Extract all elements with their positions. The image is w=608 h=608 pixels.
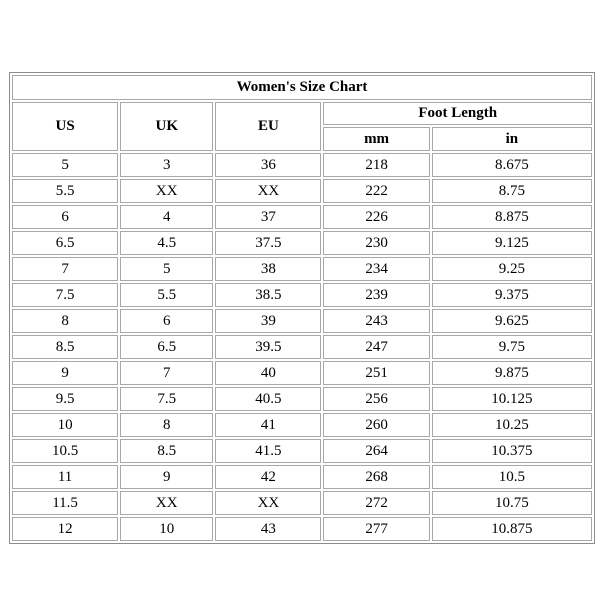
cell-uk: 4.5 <box>120 231 213 255</box>
cell-in: 8.75 <box>432 179 592 203</box>
cell-uk: 7 <box>120 361 213 385</box>
cell-us: 9 <box>12 361 118 385</box>
cell-uk: 8 <box>120 413 213 437</box>
chart-body <box>12 153 592 541</box>
cell-uk: 5.5 <box>120 283 213 307</box>
header-row <box>12 102 592 125</box>
cell-us: 11 <box>12 465 118 489</box>
cell-eu: 38.5 <box>215 283 321 307</box>
cell-mm: 272 <box>323 491 429 515</box>
table-row <box>12 205 592 229</box>
cell-in: 8.875 <box>432 205 592 229</box>
cell-in: 9.75 <box>432 335 592 359</box>
table-row <box>12 179 592 203</box>
table-row <box>12 335 592 359</box>
table-row <box>12 517 592 541</box>
cell-mm: 226 <box>323 205 429 229</box>
cell-mm: 260 <box>323 413 429 437</box>
cell-uk: 6.5 <box>120 335 213 359</box>
cell-in: 8.675 <box>432 153 592 177</box>
table-row <box>12 491 592 515</box>
cell-eu: 38 <box>215 257 321 281</box>
cell-eu: 42 <box>215 465 321 489</box>
cell-mm: 222 <box>323 179 429 203</box>
cell-us: 7.5 <box>12 283 118 307</box>
table-row <box>12 309 592 333</box>
table-row <box>12 361 592 385</box>
cell-eu: 39.5 <box>215 335 321 359</box>
cell-us: 8.5 <box>12 335 118 359</box>
header-in: in <box>432 127 592 151</box>
cell-uk: 7.5 <box>120 387 213 411</box>
cell-uk: 9 <box>120 465 213 489</box>
table-row <box>12 257 592 281</box>
cell-mm: 256 <box>323 387 429 411</box>
cell-eu: 43 <box>215 517 321 541</box>
cell-mm: 247 <box>323 335 429 359</box>
cell-uk: 8.5 <box>120 439 213 463</box>
cell-in: 9.625 <box>432 309 592 333</box>
cell-uk: 10 <box>120 517 213 541</box>
cell-in: 10.75 <box>432 491 592 515</box>
table-row <box>12 231 592 255</box>
cell-mm: 234 <box>323 257 429 281</box>
cell-uk: 6 <box>120 309 213 333</box>
cell-mm: 243 <box>323 309 429 333</box>
cell-us: 6 <box>12 205 118 229</box>
cell-us: 5.5 <box>12 179 118 203</box>
cell-uk: XX <box>120 491 213 515</box>
cell-in: 10.875 <box>432 517 592 541</box>
header-mm: mm <box>323 127 429 151</box>
table-row <box>12 283 592 307</box>
cell-us: 8 <box>12 309 118 333</box>
cell-eu: 39 <box>215 309 321 333</box>
header-uk: UK <box>120 102 213 151</box>
cell-eu: 41.5 <box>215 439 321 463</box>
cell-us: 12 <box>12 517 118 541</box>
cell-eu: 37 <box>215 205 321 229</box>
cell-uk: 4 <box>120 205 213 229</box>
cell-mm: 277 <box>323 517 429 541</box>
cell-eu: 41 <box>215 413 321 437</box>
header-eu: EU <box>215 102 321 151</box>
chart-title: Women's Size Chart <box>12 75 592 100</box>
cell-mm: 251 <box>323 361 429 385</box>
cell-uk: XX <box>120 179 213 203</box>
cell-us: 11.5 <box>12 491 118 515</box>
table-row <box>12 387 592 411</box>
cell-in: 9.25 <box>432 257 592 281</box>
header-us: US <box>12 102 118 151</box>
cell-eu: 40.5 <box>215 387 321 411</box>
header-foot-length: Foot Length <box>323 102 592 125</box>
cell-us: 5 <box>12 153 118 177</box>
cell-mm: 268 <box>323 465 429 489</box>
cell-in: 9.125 <box>432 231 592 255</box>
cell-mm: 218 <box>323 153 429 177</box>
cell-eu: 40 <box>215 361 321 385</box>
cell-in: 9.375 <box>432 283 592 307</box>
cell-in: 10.5 <box>432 465 592 489</box>
table-row <box>12 413 592 437</box>
cell-in: 9.875 <box>432 361 592 385</box>
cell-mm: 230 <box>323 231 429 255</box>
table-row <box>12 153 592 177</box>
table-row <box>12 439 592 463</box>
cell-in: 10.125 <box>432 387 592 411</box>
cell-in: 10.25 <box>432 413 592 437</box>
cell-mm: 264 <box>323 439 429 463</box>
cell-us: 6.5 <box>12 231 118 255</box>
table-row <box>12 465 592 489</box>
cell-uk: 3 <box>120 153 213 177</box>
cell-eu: XX <box>215 179 321 203</box>
cell-us: 9.5 <box>12 387 118 411</box>
title-row <box>12 75 592 100</box>
cell-eu: 36 <box>215 153 321 177</box>
cell-mm: 239 <box>323 283 429 307</box>
size-chart-table <box>9 72 595 544</box>
cell-uk: 5 <box>120 257 213 281</box>
cell-us: 10 <box>12 413 118 437</box>
cell-us: 7 <box>12 257 118 281</box>
cell-eu: 37.5 <box>215 231 321 255</box>
cell-in: 10.375 <box>432 439 592 463</box>
cell-us: 10.5 <box>12 439 118 463</box>
cell-eu: XX <box>215 491 321 515</box>
